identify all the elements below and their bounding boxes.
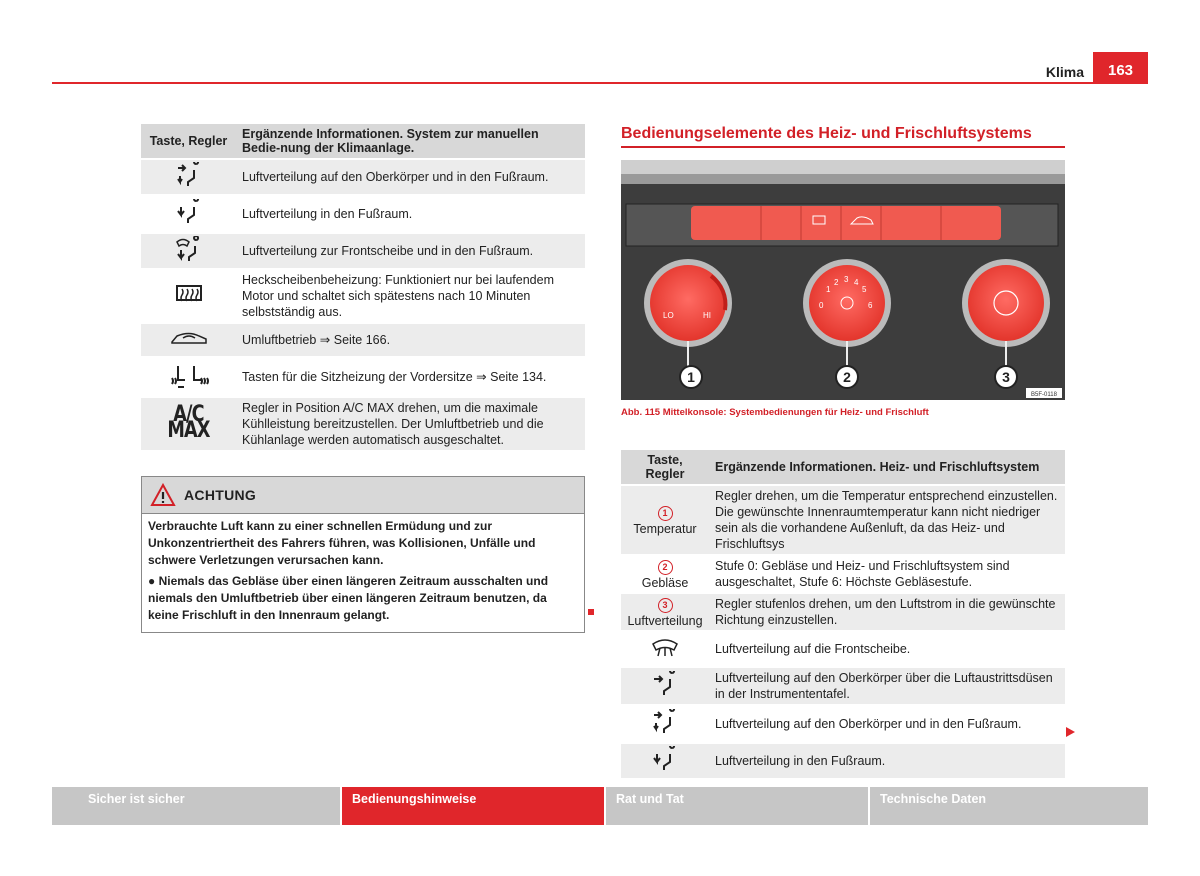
fan-scale-3: 3 <box>844 275 849 284</box>
windscreen-icon <box>621 631 709 667</box>
warning-header <box>142 477 584 514</box>
row-text: Luftverteilung zur Frontscheibe und in den Fußraum. <box>236 233 585 269</box>
section-heading: Bedienungselemente des Heiz- und Frischluftsystems <box>621 125 1032 142</box>
row-text: Regler stufenlos drehen, um den Luftstrom in die gewünschte Richtung einzustellen. <box>709 593 1065 631</box>
table-row <box>141 195 585 233</box>
row-text: Heckscheibenbeheizung: Funktioniert nur bei laufendem Motor und schaltet sich spätestens nach 10 Minuten selbstständig aus. <box>236 269 585 323</box>
marker-1: 1 <box>687 369 695 385</box>
row-text: Regler drehen, um die Temperatur entsprechend einzustellen. Die gewünschte Innenraumtemperatur kann nicht niedriger sein als die vorhandene Außenluft, da das Heiz- und Frischluftsys <box>709 485 1065 555</box>
fan-scale-1: 1 <box>826 285 831 294</box>
table-row <box>621 555 1065 593</box>
end-marker <box>588 609 594 615</box>
continue-arrow-icon <box>1066 727 1075 737</box>
rear-window-heating-icon <box>141 269 236 323</box>
control-1: 1 Temperatur <box>621 485 709 555</box>
table-row <box>141 159 585 195</box>
row-text: Luftverteilung in den Fußraum. <box>709 743 1065 779</box>
column-header: Ergänzende Informationen. System zur manuellen Bedie-nung der Klimaanlage. <box>236 124 585 159</box>
column-header: Taste, Regler <box>621 450 709 485</box>
footer-tab-technical[interactable]: Technische Daten <box>870 787 1148 825</box>
fan-scale-2: 2 <box>834 278 839 287</box>
warning-triangle-icon <box>150 483 176 507</box>
ac-max-label: A/C MAX <box>141 397 236 451</box>
recirculation-icon <box>141 323 236 357</box>
footer-tab-safety[interactable]: Sicher ist sicher <box>52 787 340 825</box>
row-text: Tasten für die Sitzheizung der Vordersitze ⇒ Seite 134. <box>236 357 585 397</box>
table-row <box>621 705 1065 743</box>
footwell-icon <box>141 195 236 233</box>
seat-heating-icon <box>141 357 236 397</box>
footer-tab-operation[interactable]: Bedienungshinweise <box>342 787 604 825</box>
row-text: Luftverteilung auf den Oberkörper und in den Fußraum. <box>236 159 585 195</box>
warning-box <box>141 476 585 633</box>
table-row <box>141 233 585 269</box>
table-row <box>621 667 1065 705</box>
column-header: Taste, Regler <box>141 124 236 159</box>
row-text: Luftverteilung auf den Oberkörper über die Luftaustrittsdüsen in der Instrumententafel. <box>709 667 1065 705</box>
section-rule <box>621 146 1065 148</box>
manual-controls-table <box>141 124 585 452</box>
header-rule <box>52 82 1148 84</box>
table-row <box>621 485 1065 555</box>
figure-caption: Abb. 115 Mittelkonsole: Systembedienungen für Heiz- und Frischluft <box>621 407 929 418</box>
knob-lo-label: LO <box>663 311 674 320</box>
row-text: Luftverteilung auf die Frontscheibe. <box>709 631 1065 667</box>
console-figure <box>621 160 1065 400</box>
heating-controls-table <box>621 450 1065 780</box>
upper-body-and-footwell-icon <box>141 159 236 195</box>
footer-tab-advice[interactable]: Rat und Tat <box>606 787 868 825</box>
warning-text: Verbrauchte Luft kann zu einer schnellen Ermüdung und zur Unkonzentriertheit des Fahrers führen, was Kollisionen, Unfälle und schwere Verletzungen verursachen kann. <box>148 519 536 567</box>
row-text: Luftverteilung auf den Oberkörper und in den Fußraum. <box>709 705 1065 743</box>
table-row <box>141 323 585 357</box>
fan-scale-6: 6 <box>868 301 873 310</box>
warning-title: ACHTUNG <box>184 487 257 503</box>
footwell-icon <box>621 743 709 779</box>
row-text: Stufe 0: Gebläse und Heiz- und Frischluftsystem sind ausgeschaltet, Stufe 6: Höchste Gebläsestufe. <box>709 555 1065 593</box>
row-text: Umluftbetrieb ⇒ Seite 166. <box>236 323 585 357</box>
upper-body-and-footwell-icon <box>621 705 709 743</box>
fan-scale-5: 5 <box>862 285 867 294</box>
fan-scale-4: 4 <box>854 278 859 287</box>
upper-body-icon <box>621 667 709 705</box>
row-text: Luftverteilung in den Fußraum. <box>236 195 585 233</box>
column-header: Ergänzende Informationen. Heiz- und Frischluftsystem <box>709 450 1065 485</box>
section-title: Klima <box>1045 64 1084 80</box>
knob-hi-label: HI <box>703 311 711 320</box>
table-row <box>621 631 1065 667</box>
table-header-row <box>621 450 1065 485</box>
page-number: 163 <box>1093 52 1148 83</box>
marker-3: 3 <box>1002 369 1010 385</box>
row-text: Regler in Position A/C MAX drehen, um die maximale Kühlleistung bereitzustellen. Der Umluftbetrieb und die Kühlanlage werden automatisch ausgeschaltet. <box>236 397 585 451</box>
table-row <box>141 269 585 323</box>
table-row <box>621 743 1065 779</box>
table-row <box>141 397 585 451</box>
control-2: 2 Gebläse <box>621 555 709 593</box>
console-illustration <box>621 160 1065 400</box>
warning-bullet: ● Niemals das Gebläse über einen längeren Zeitraum ausschalten und niemals den Umluftbetrieb über einen längeren Zeitraum benutzen, da keine Frischluft in den Innenraum gelangt. <box>148 574 549 622</box>
fan-scale-0: 0 <box>819 301 824 310</box>
table-row <box>621 593 1065 631</box>
windscreen-and-footwell-icon <box>141 233 236 269</box>
figure-code: B5F-0118 <box>1031 392 1057 398</box>
table-header-row <box>141 124 585 159</box>
marker-2: 2 <box>843 369 851 385</box>
table-row <box>141 357 585 397</box>
control-3: 3 Luftverteilung <box>621 593 709 631</box>
